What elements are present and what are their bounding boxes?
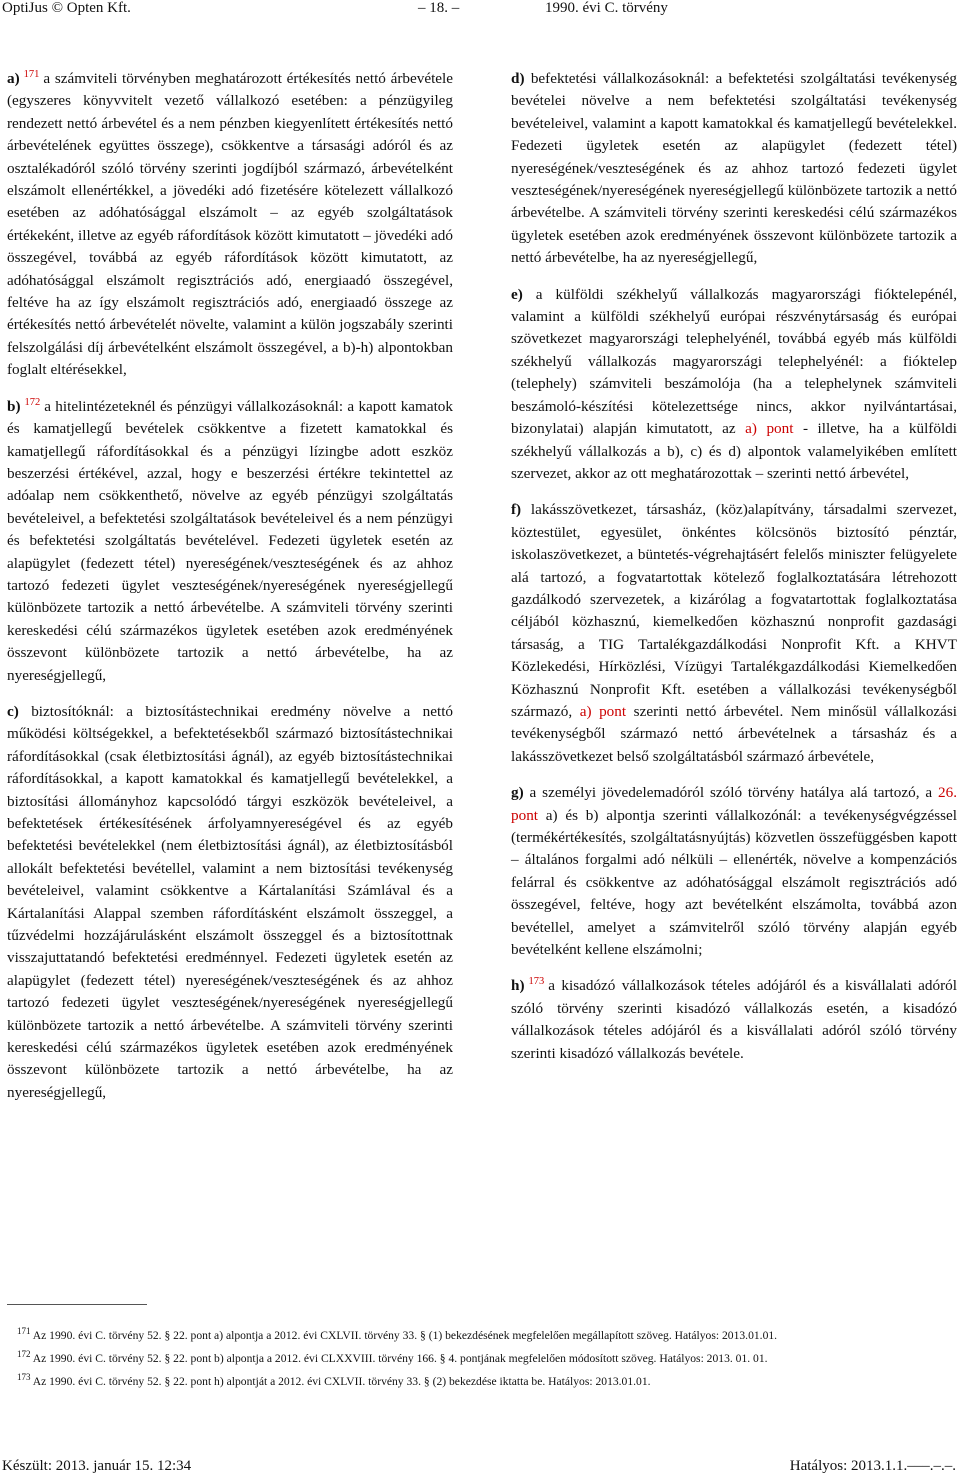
point-label: g)	[511, 784, 524, 802]
cross-reference-link[interactable]: a) pont	[745, 420, 794, 438]
footnote-number: 173	[17, 1371, 31, 1382]
point-text: biztosítóknál: a biztosítástechnikai eredmény növelve a nettó működési költségekkel, a befektetésekből származó biztosítástechnikai ráfordításokkal (csak életbiztosítási ágnál), az egyéb biztosítástechnikai ráfordításokkal, a kapott kamatokkal és kamatjellegű bevételekkel, a biztosítási állományhoz kapcsolódó tárgyi eszközök bevételeivel, a befektetések értékesítésének árfolyamnyereségével és az egyéb befektetési bevételekkel (nem életbiztosítási ágnál), az életbiztosításból allokált befektetési bevétellel, valamint a nem biztosítási tevékenység bevételeivel, valamint csökkentve a Kártalanítási Számlával és a Kártalanítási Alappal szemben ráfordításként elszámolt összeggel, a tűzvédelmi hozzájárulásként elszámolt összeggel és a biztosítottnak visszajuttatandó befektetési eredménnyel. Fedezeti ügyletek esetén az alapügylet (fedezett tétel) nyereségének/veszteségének és az ahhoz tartozó fedezeti ügylet veszteségének/nyereségének nyereségjellegű különbözete tartozik a nettó árbevételbe. A számviteli törvény szerinti kereskedési célú származékos ügyletek esetében azok eredményének összevont különbözete tartozik a nettó árbevételbe, ha az nyereségjellegű,	[7, 702, 454, 1101]
footnote	[7, 1322, 957, 1345]
point-label: h)	[511, 977, 525, 995]
created-date: Készült: 2013. január 15. 12:34	[2, 1458, 192, 1474]
point-a	[7, 68, 453, 382]
effective-date: Hatályos: 2013.1.1.–––.–.–.	[789, 1458, 956, 1474]
footnote-number: 171	[17, 1326, 31, 1336]
footnote-ref[interactable]: 171	[23, 68, 40, 80]
point-label: e)	[511, 285, 523, 303]
footnote	[7, 1368, 957, 1391]
point-text: szerinti nettó árbevétel. Nem minősül vállalkozási tevékenységből származó nettó árbevételnek a társasház és a lakásszövetkezet belső szolgáltatásból származó árbevétele,	[511, 702, 958, 765]
cross-reference-link[interactable]: a) pont	[579, 702, 627, 720]
publisher-label: OptiJus © Opten Kft.	[2, 0, 131, 16]
point-g	[511, 782, 957, 961]
footnote-ref[interactable]: 173	[528, 976, 545, 988]
point-c	[7, 701, 453, 1104]
footnotes	[7, 1322, 957, 1391]
point-text: a külföldi székhelyű vállalkozás magyarországi fióktelepénél, valamint a külföldi székhelyű európai részvénytársaság és európai szövetkezet magyarországi telephelyénél, továbbá egyéb más külföldi székhelyű vállalkozás magyarországi telephelyénél: a fióktelep (telephely) számviteli beszámolója (ha a telephelynek számviteli beszámoló-készítési kötelezettsége nincs, akkor nyilvántartásai, bizonylatai) alapján kimutatott, az	[511, 285, 958, 438]
point-h	[511, 975, 957, 1065]
point-d	[511, 68, 957, 270]
page-number: – 18. –	[418, 0, 460, 16]
point-text: - illetve, ha a külföldi székhelyű vállalkozás a b), c) és d) alpontok valamelyikében említett szervezet, akkor az ott meghatározottak – szerinti nettó árbevétel,	[511, 420, 957, 482]
footnote-text: Az 1990. évi C. törvény 52. § 22. pont h) alpontját a 2012. évi CXLVII. törvény 33. § (2) bekezdése iktatta be. Hatályos: 2013.01.01.	[32, 1374, 651, 1388]
point-text: a hitelintézeteknél és pénzügyi vállalkozásoknál: a kapott kamatok és kamatjellegű bevételek csökkentve a fizetett kamatokkal és kamatjellegű ráfordításokkal és a pénzügyi lízingbe adott eszköz beszerzési értékével, azzal, hogy e beszerzési értékre tekintettel az adóalap nem csökkenthető, növelve az egyéb pénzügyi szolgáltatás bevételeivel, a befektetési szolgáltatások bevételeivel és a nem pénzügyi és befektetési szolgáltatás bevételével. Fedezeti ügyletek esetén az alapügylet (fedezett tétel) nyereségének/veszteségének és az ahhoz tartozó fedezeti ügylet veszteségének/nyereségének nyereségjellegű különbözete tartozik a nettó árbevételbe. A számviteli törvény szerinti kereskedési célú származékos ügyletek esetében azok eredményének összevont különbözete tartozik a nettó árbevételbe, ha az nyereségjellegű,	[7, 397, 453, 684]
footnote-divider	[7, 1304, 147, 1305]
point-b	[7, 396, 453, 687]
page-header	[0, 0, 960, 22]
footnote	[7, 1345, 957, 1368]
left-column	[7, 68, 453, 1118]
point-e	[511, 284, 957, 486]
point-text: a) és b) alpontja szerinti vállalkozónál: a tevékenységvégzéssel (termékértékesítés, szolgáltatásnyújtás) közvetlen összefüggésben kapott – általános forgalmi adó nélküli – ellenérték, növelve a kompenzációs felárral és csökkentve az adóhatósággal elszámolt regisztrációs adó összegével, feltéve, hogy azt bevételként elszámolta, továbbá azon bevétellel, amelyet a számvitelről szóló törvény alapján egyéb bevételként kellene elszámolni;	[511, 806, 957, 959]
point-text: lakásszövetkezet, társasház, (köz)alapítvány, társadalmi szervezet, köztestület, egyesület, önkéntes kölcsönös biztosító pénztár, iskolaszövetkezet, a büntetés-végrehajtásért felelős miniszter felügyelete alá tartozó, a fogvatartottak kötelező foglalkoztatására létrehozott gazdálkodó szervezetek, a kizárólag a fogvatartottak foglalkoztatása céljából közhasznú, kiemelkedően közhasznú nonprofit gazdasági társaság, a TIG Tartalékgazdálkodási Nonprofit Kft. a KHVT Közlekedési, Hírközlési, Vízügyi Tartalékgazdálkodási Kiemelkedően Közhasznú Nonprofit Kft. esetében a vállalkozási tevékenységből származó,	[511, 501, 957, 720]
point-f	[511, 499, 957, 768]
cross-reference-link[interactable]: 26. pont	[511, 784, 958, 824]
footnote-ref[interactable]: 172	[24, 396, 41, 408]
point-label: f)	[511, 501, 522, 519]
footnote-number: 172	[17, 1348, 31, 1359]
point-label: a)	[7, 70, 20, 87]
point-text: a személyi jövedelemadóról szóló törvény hatálya alá tartozó, a	[529, 784, 933, 802]
point-label: b)	[7, 397, 21, 415]
footnote-text: Az 1990. évi C. törvény 52. § 22. pont b) alpontja a 2012. évi CLXXVIII. törvény 166. § 4. pontjának megfelelően módosított szöveg. Hatályos: 2013. 01. 01.	[32, 1351, 768, 1365]
point-text: a számviteli törvényben meghatározott értékesítés nettó árbevétele (egyszeres könyvvitelt vezető vállalkozó esetében: a pénzügyileg rendezett nettó árbevétel és a nem pénzben kiegyenlített értékesítés nettó árbevételének együttes összege), csökkentve a társasági adóról és az osztalékadóról szóló törvény szerinti jogdíjból származó, árbevételként elszámolt ellenértékkel, a jövedéki adó fizetésére kötelezett vállalkozó esetében az adóhatósággal elszámolt – az egyéb szolgáltatások értékeként, illetve az egyéb ráfordítások között kimutatott – jövedéki adó összegével, továbbá az egyéb ráfordítások között kimutatott, az adóhatósággal elszámolt regisztrációs adó, energiaadó összegével, feltéve ha az így elszámolt regisztrációs adó, energiaadó összege az értékesítés nettó árbevételét növelte, valamint a külön jogszabály szerinti felszolgálási díj árbevételként elszámolt összegével, a b)-h) alpontokban foglalt eltérésekkel,	[7, 70, 453, 379]
point-label: c)	[7, 702, 19, 720]
point-label: d)	[511, 70, 525, 87]
point-text: a kisadózó vállalkozások tételes adójáról és a kisvállalati adóról szóló törvény szerinti kisadózó vállalkozás esetén, a kisadózó vállalkozások tételes adójáról és a kisvállalati adóról szóló törvény szerinti kisadózó vállalkozás bevétele.	[511, 977, 957, 1062]
right-column	[511, 68, 957, 1079]
law-title: 1990. évi C. törvény	[545, 0, 668, 16]
footnote-text: Az 1990. évi C. törvény 52. § 22. pont a) alpontja a 2012. évi CXLVII. törvény 33. § (1) bekezdésének megfelelően megállapított szöveg. Hatályos: 2013.01.01.	[32, 1328, 778, 1342]
point-text: befektetési vállalkozásoknál: a befektetési szolgáltatási tevékenység bevételei növelve a nem befektetési szolgáltatási tevékenység bevételeivel, valamint a kapott kamatokkal és kamatjellegű bevételekkel. Fedezeti ügyletek esetén az alapügylet (fedezett tétel) nyereségének/veszteségének és az ahhoz tartozó fedezeti ügylet veszteségének/nyereségének nyereségjellegű különbözete tartozik a nettó árbevételbe. A számviteli törvény szerinti kereskedési célú származékos ügyletek esetében azok eredményének összevont különbözete tartozik a nettó árbevételbe, ha az nyereségjellegű,	[511, 70, 957, 267]
